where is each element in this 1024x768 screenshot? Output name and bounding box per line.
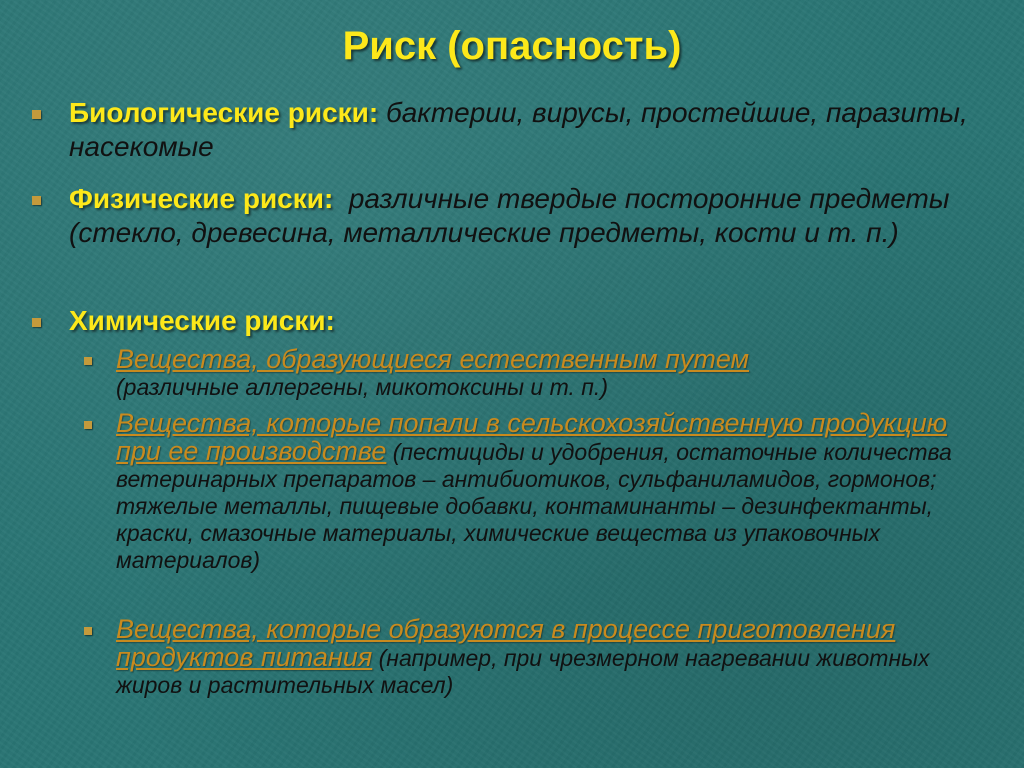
item-heading: Химические риски:	[69, 305, 335, 336]
square-bullet-icon	[84, 421, 92, 429]
bullet-item-physical	[32, 182, 992, 250]
square-bullet-icon	[32, 318, 41, 327]
sub-bullet-item-natural	[84, 346, 1004, 401]
subitem-heading: Вещества, которые попали в сельскохозяйственную продукцию при ее производстве	[116, 408, 948, 466]
sub-bullet-text	[116, 616, 946, 699]
sub-bullet-text	[116, 410, 996, 574]
bullet-item-chemical	[32, 304, 992, 338]
subitem-description: (например, при чрезмерном нагревании животных жиров и растительных масел)	[116, 645, 930, 698]
square-bullet-icon	[84, 627, 92, 635]
square-bullet-icon	[32, 110, 41, 119]
square-bullet-icon	[84, 357, 92, 365]
item-heading: Физические риски:	[69, 183, 334, 214]
item-description: бактерии, вирусы, простейшие, паразиты, насекомые	[69, 97, 968, 162]
slide-title: Риск (опасность)	[342, 24, 682, 68]
bullet-text	[69, 304, 992, 338]
bullet-text	[69, 96, 992, 164]
item-description: различные твердые посторонние предметы (стекло, древесина, металлические предметы, кости и т. п.)	[69, 183, 950, 248]
square-bullet-icon	[32, 196, 41, 205]
sub-bullet-text	[116, 346, 1004, 401]
bullet-item-biological	[32, 96, 992, 164]
item-heading: Биологические риски:	[69, 97, 379, 128]
bullet-text	[69, 182, 992, 250]
subitem-description: (различные аллергены, микотоксины и т. п.)	[116, 374, 608, 400]
subitem-heading: Вещества, образующиеся естественным путем	[116, 344, 750, 374]
subitem-heading: Вещества, которые образуются в процессе приготовления продуктов питания	[116, 614, 896, 672]
sub-bullet-item-cooking	[84, 616, 1004, 699]
subitem-description: (пестициды и удобрения, остаточные количества ветеринарных препаратов – антибиотиков, сульфаниламидов, гормонов; тяжелые металлы, пищевые добавки, контаминанты – дезинфектанты, краски, смазочные материалы, химические вещества из упаковочных материалов)	[116, 439, 952, 573]
sub-bullet-item-agricultural	[84, 410, 1004, 574]
